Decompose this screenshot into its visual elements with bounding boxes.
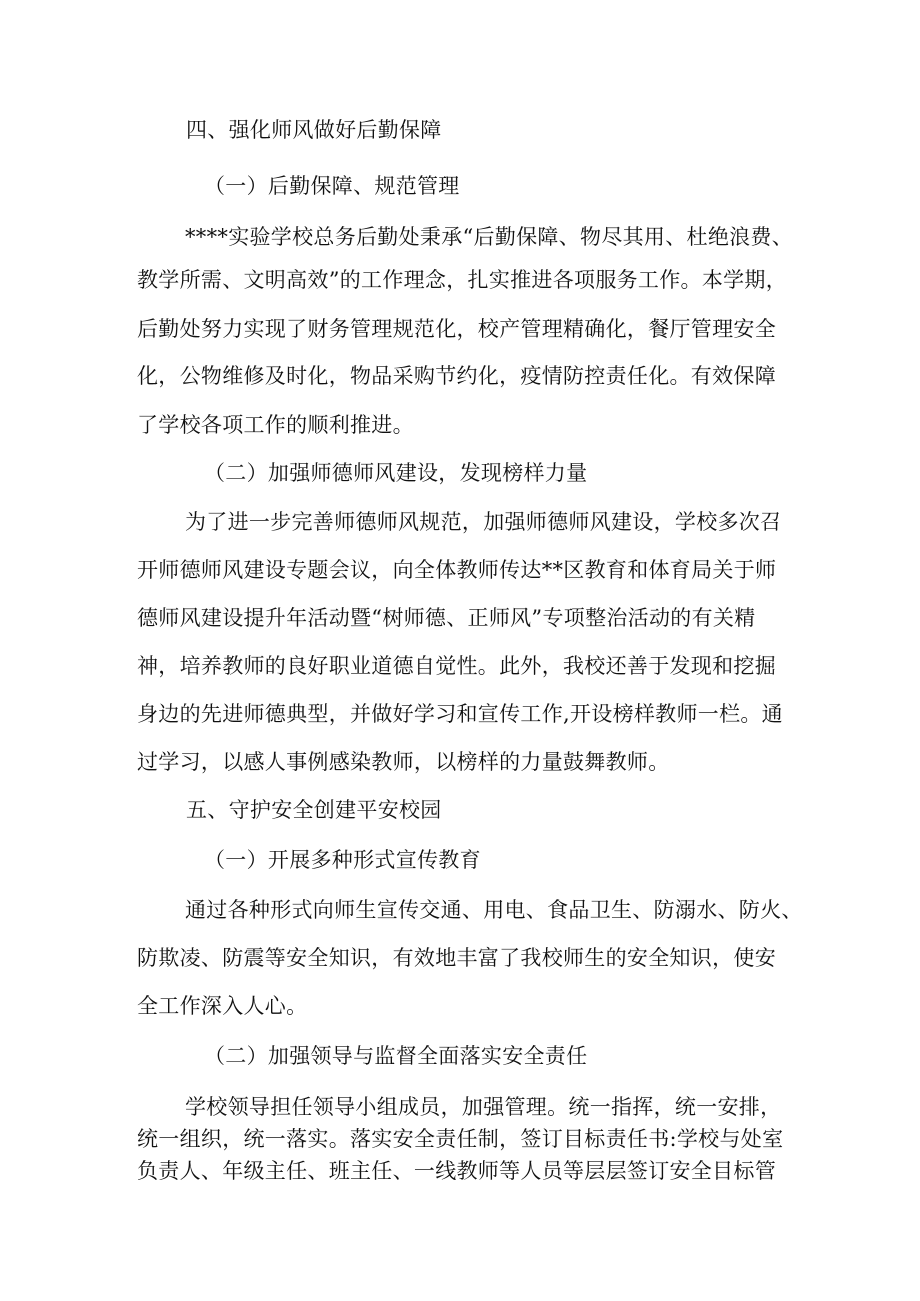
section-4-2-paragraph-line: 神，培养教师的良好职业道德自觉性。此外，我校还善于发现和挖掘 xyxy=(137,654,776,678)
section-5-heading: 五、守护安全创建平安校园 xyxy=(186,798,442,822)
section-5-2-heading: （二）加强领导与监督全面落实安全责任 xyxy=(204,1044,588,1068)
section-5-1-paragraph-line: 防欺凌、防震等安全知识，有效地丰富了我校师生的安全知识，使安 xyxy=(137,946,776,970)
section-4-1-paragraph-line: 后勤处努力实现了财务管理规范化，校产管理精确化，餐厅管理安全 xyxy=(137,317,776,341)
section-5-1-paragraph-line: 全工作深入人心。 xyxy=(137,994,308,1018)
section-4-2-paragraph-line: 为了进一步完善师德师风规范，加强师德师风建设，学校多次召 xyxy=(185,510,782,534)
section-4-2-paragraph-line: 过学习，以感人事例感染教师，以榜样的力量鼓舞教师。 xyxy=(137,750,670,774)
section-4-1-paragraph-line: ****实验学校总务后勤处秉承“后勤保障、物尽其用、杜绝浪费、 xyxy=(185,225,794,249)
section-5-2-paragraph-line: 学校领导担任领导小组成员，加强管理。统一指挥，统一安排， xyxy=(185,1095,782,1119)
section-4-1-paragraph-line: 化，公物维修及时化，物品采购节约化，疫情防控责任化。有效保障 xyxy=(137,364,776,388)
section-4-1-paragraph-line: 教学所需、文明高效”的工作理念，扎实推进各项服务工作。本学期， xyxy=(137,268,788,292)
section-4-2-paragraph-line: 开师德师风建设专题会议，向全体教师传达**区教育和体育局关于师 xyxy=(137,558,777,582)
section-4-1-heading: （一）后勤保障、规范管理 xyxy=(204,174,460,198)
section-4-2-paragraph-line: 身边的先进师德典型，并做好学习和宣传工作,开设榜样教师一栏。通 xyxy=(137,702,783,726)
section-5-2-paragraph-line: 负责人、年级主任、班主任、一线教师等人员等层层签订安全目标管 xyxy=(137,1159,776,1183)
section-5-1-heading: （一）开展多种形式宣传教育 xyxy=(204,848,481,872)
section-4-2-paragraph-line: 德师风建设提升年活动暨“树师德、正师风”专项整治活动的有关精 xyxy=(137,606,756,630)
section-5-2-paragraph-line: 统一组织，统一落实。落实安全责任制，签订目标责任书:学校与处室 xyxy=(137,1127,784,1151)
section-4-1-paragraph-line: 了学校各项工作的顺利推进。 xyxy=(137,413,414,437)
section-4-heading: 四、强化师风做好后勤保障 xyxy=(186,118,442,142)
section-5-1-paragraph-line: 通过各种形式向师生宣传交通、用电、食品卫生、防溺水、防火、 xyxy=(185,898,803,922)
section-4-2-heading: （二）加强师德师风建设，发现榜样力量 xyxy=(204,461,588,485)
